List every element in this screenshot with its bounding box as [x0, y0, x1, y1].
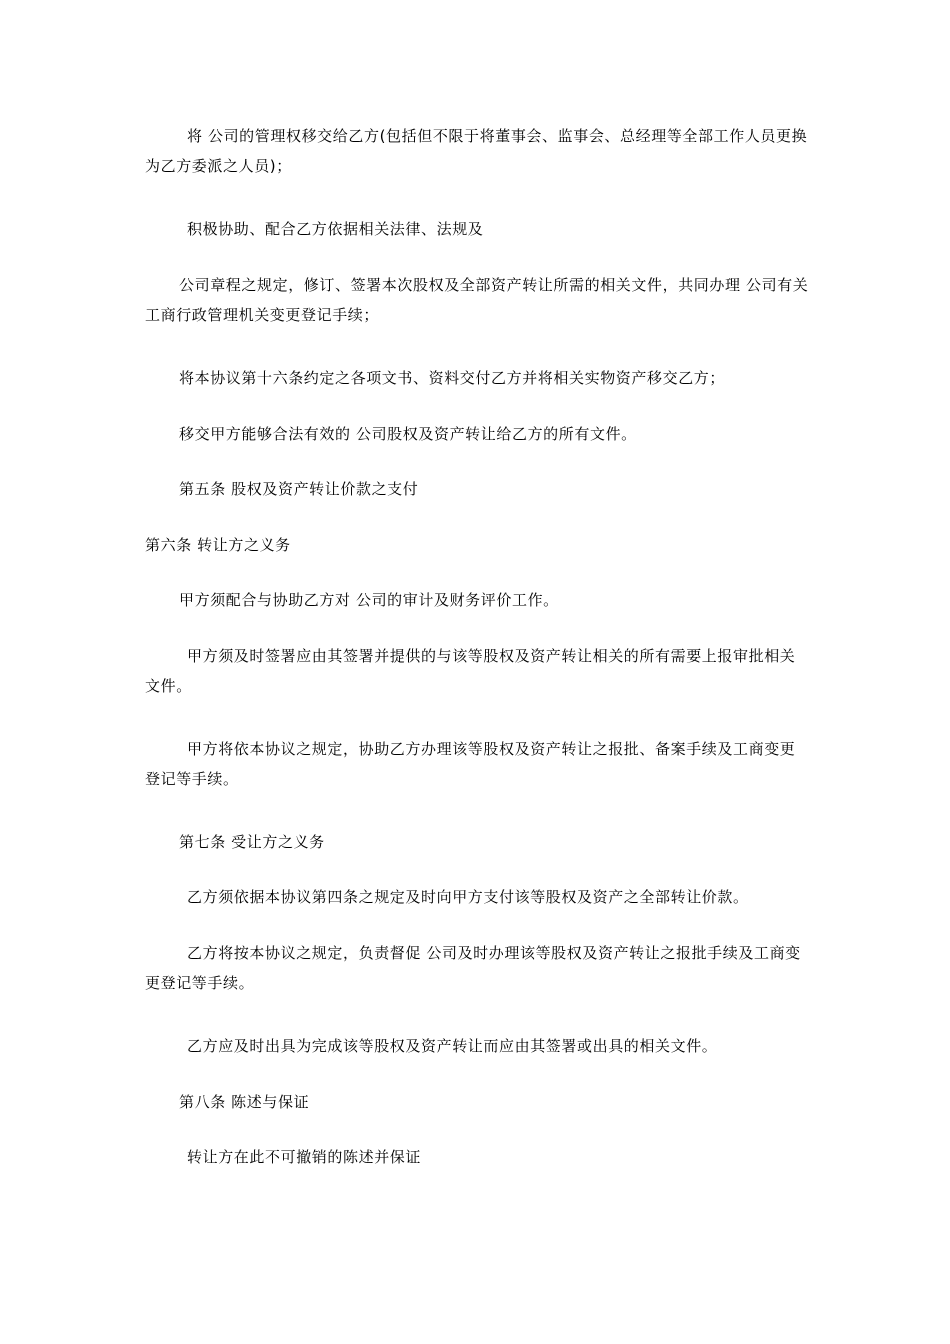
paragraph-supervise-approval: 乙方将按本协议之规定，负责督促 公司及时办理该等股权及资产转让之报批手续及工商变更登记等手续。: [145, 944, 801, 992]
paragraph-management-transfer: 将 公司的管理权移交给乙方(包括但不限于将董事会、监事会、总经理等全部工作人员更换为乙方委派之人员)；: [145, 127, 808, 175]
article-7-heading: 第七条 受让方之义务: [179, 833, 325, 851]
paragraph-deliver-documents: 将本协议第十六条约定之各项文书、资料交付乙方并将相关实物资产移交乙方；: [179, 369, 726, 387]
article-5-heading: 第五条 股权及资产转让价款之支付: [179, 480, 419, 498]
paragraph-articles-of-association: 公司章程之规定，修订、签署本次股权及全部资产转让所需的相关文件，共同办理 公司有关工商行政管理机关变更登记手续；: [145, 276, 809, 324]
article-8-heading: 第八条 陈述与保证: [179, 1093, 310, 1111]
paragraph-representations: 转让方在此不可撤销的陈述并保证: [187, 1148, 422, 1166]
paragraph-audit-cooperation: 甲方须配合与协助乙方对 公司的审计及财务评价工作。: [179, 591, 559, 609]
paragraph-issue-documents: 乙方应及时出具为完成该等股权及资产转让而应由其签署或出具的相关文件。: [187, 1037, 718, 1055]
article-6-heading: 第六条 转让方之义务: [145, 536, 291, 554]
paragraph-assist-registration: 甲方将依本协议之规定，协助乙方办理该等股权及资产转让之报批、备案手续及工商变更登记等手续。: [145, 740, 796, 788]
paragraph-hand-over-files: 移交甲方能够合法有效的 公司股权及资产转让给乙方的所有文件。: [179, 425, 637, 443]
paragraph-sign-approval-documents: 甲方须及时签署应由其签署并提供的与该等股权及资产转让相关的所有需要上报审批相关文件。: [145, 647, 796, 695]
paragraph-pay-price: 乙方须依据本协议第四条之规定及时向甲方支付该等股权及资产之全部转让价款。: [187, 888, 749, 906]
paragraph-assist-cooperate: 积极协助、配合乙方依据相关法律、法规及: [187, 220, 484, 238]
